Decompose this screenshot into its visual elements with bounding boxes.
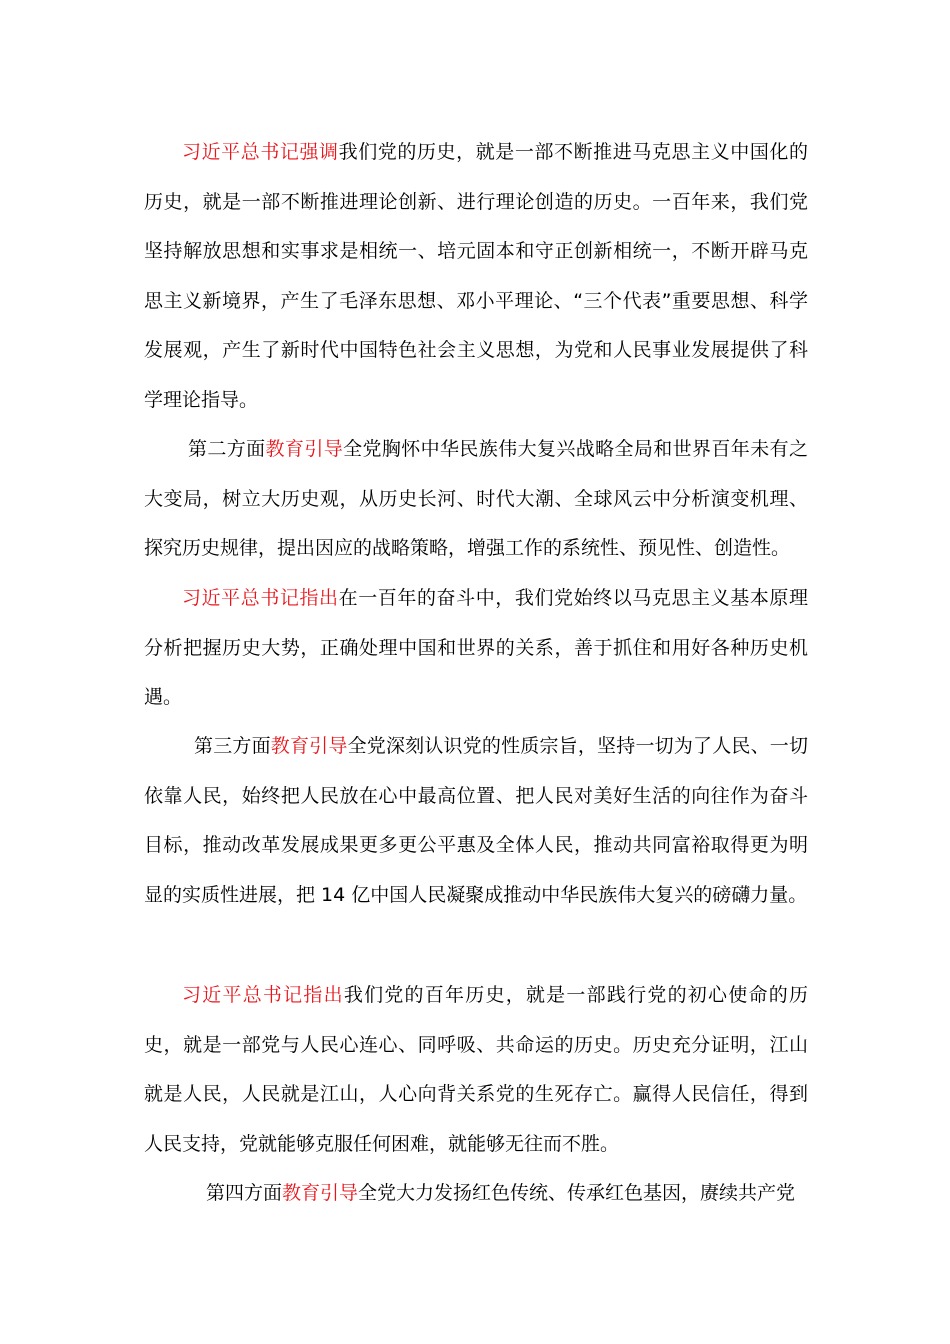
paragraph-3 <box>144 574 808 723</box>
section-lead: 第四方面 <box>206 1182 283 1204</box>
paragraph-text: 全党大力发扬红色传统、传承红色基因，赓续共产党 <box>358 1182 796 1204</box>
highlight-text: 教育引导 <box>265 438 344 460</box>
paragraph-4 <box>144 722 808 920</box>
paragraph-text: 在一百年的奋斗中，我们党始终以马克思主义基本原理分析把握历史大势，正确处理中国和世界的关系，善于抓住和用好各种历史机遇。 <box>144 587 808 708</box>
section-lead: 第二方面 <box>188 438 266 460</box>
highlight-text: 习近平总书记指出 <box>182 984 344 1006</box>
paragraph-text: 我们党的历史，就是一部不断推进马克思主义中国化的历史，就是一部不断推进理论创新、进行理论创造的历史。一百年来，我们党坚持解放思想和实事求是相统一、培元固本和守正创新相统一，不断开辟马克思主义新境界，产生了毛泽东思想、邓小平理论、“三个代表”重要思想、科学发展观，产生了新时代中国特色社会主义思想，为党和人民事业发展提供了科学理论指导。 <box>144 141 808 411</box>
paragraph-1 <box>144 128 808 425</box>
highlight-text: 习近平总书记强调 <box>182 141 339 163</box>
highlight-text: 习近平总书记指出 <box>182 587 339 609</box>
paragraph-2 <box>144 425 808 574</box>
paragraph-6 <box>144 1169 808 1219</box>
paragraph-text: 我们党的百年历史，就是一部践行党的初心使命的历史，就是一部党与人民心连心、同呼吸、共命运的历史。历史充分证明，江山就是人民，人民就是江山，人心向背关系党的生死存亡。赢得人民信任，得到人民支持，党就能够克服任何困难，就能够无往而不胜。 <box>144 984 808 1155</box>
highlight-text: 教育引导 <box>270 735 348 757</box>
section-lead: 第三方面 <box>194 735 271 757</box>
paragraph-text: 全党深刻认识党的性质宗旨，坚持一切为了人民、一切依靠人民，始终把人民放在心中最高位置、把人民对美好生活的向往作为奋斗目标，推动改革发展成果更多更公平惠及全体人民，推动共同富裕取得更为明显的实质性进展，把 14 亿中国人民凝聚成推动中华民族伟大复兴的磅礴力量。 <box>144 735 808 906</box>
paragraph-text: 全党胸怀中华民族伟大复兴战略全局和世界百年未有之大变局，树立大历史观，从历史长河、时代大潮、全球风云中分析演变机理、探究历史规律，提出因应的战略策略，增强工作的系统性、预见性、创造性。 <box>144 438 808 559</box>
paragraph-5 <box>144 971 808 1169</box>
highlight-text: 教育引导 <box>282 1182 359 1204</box>
